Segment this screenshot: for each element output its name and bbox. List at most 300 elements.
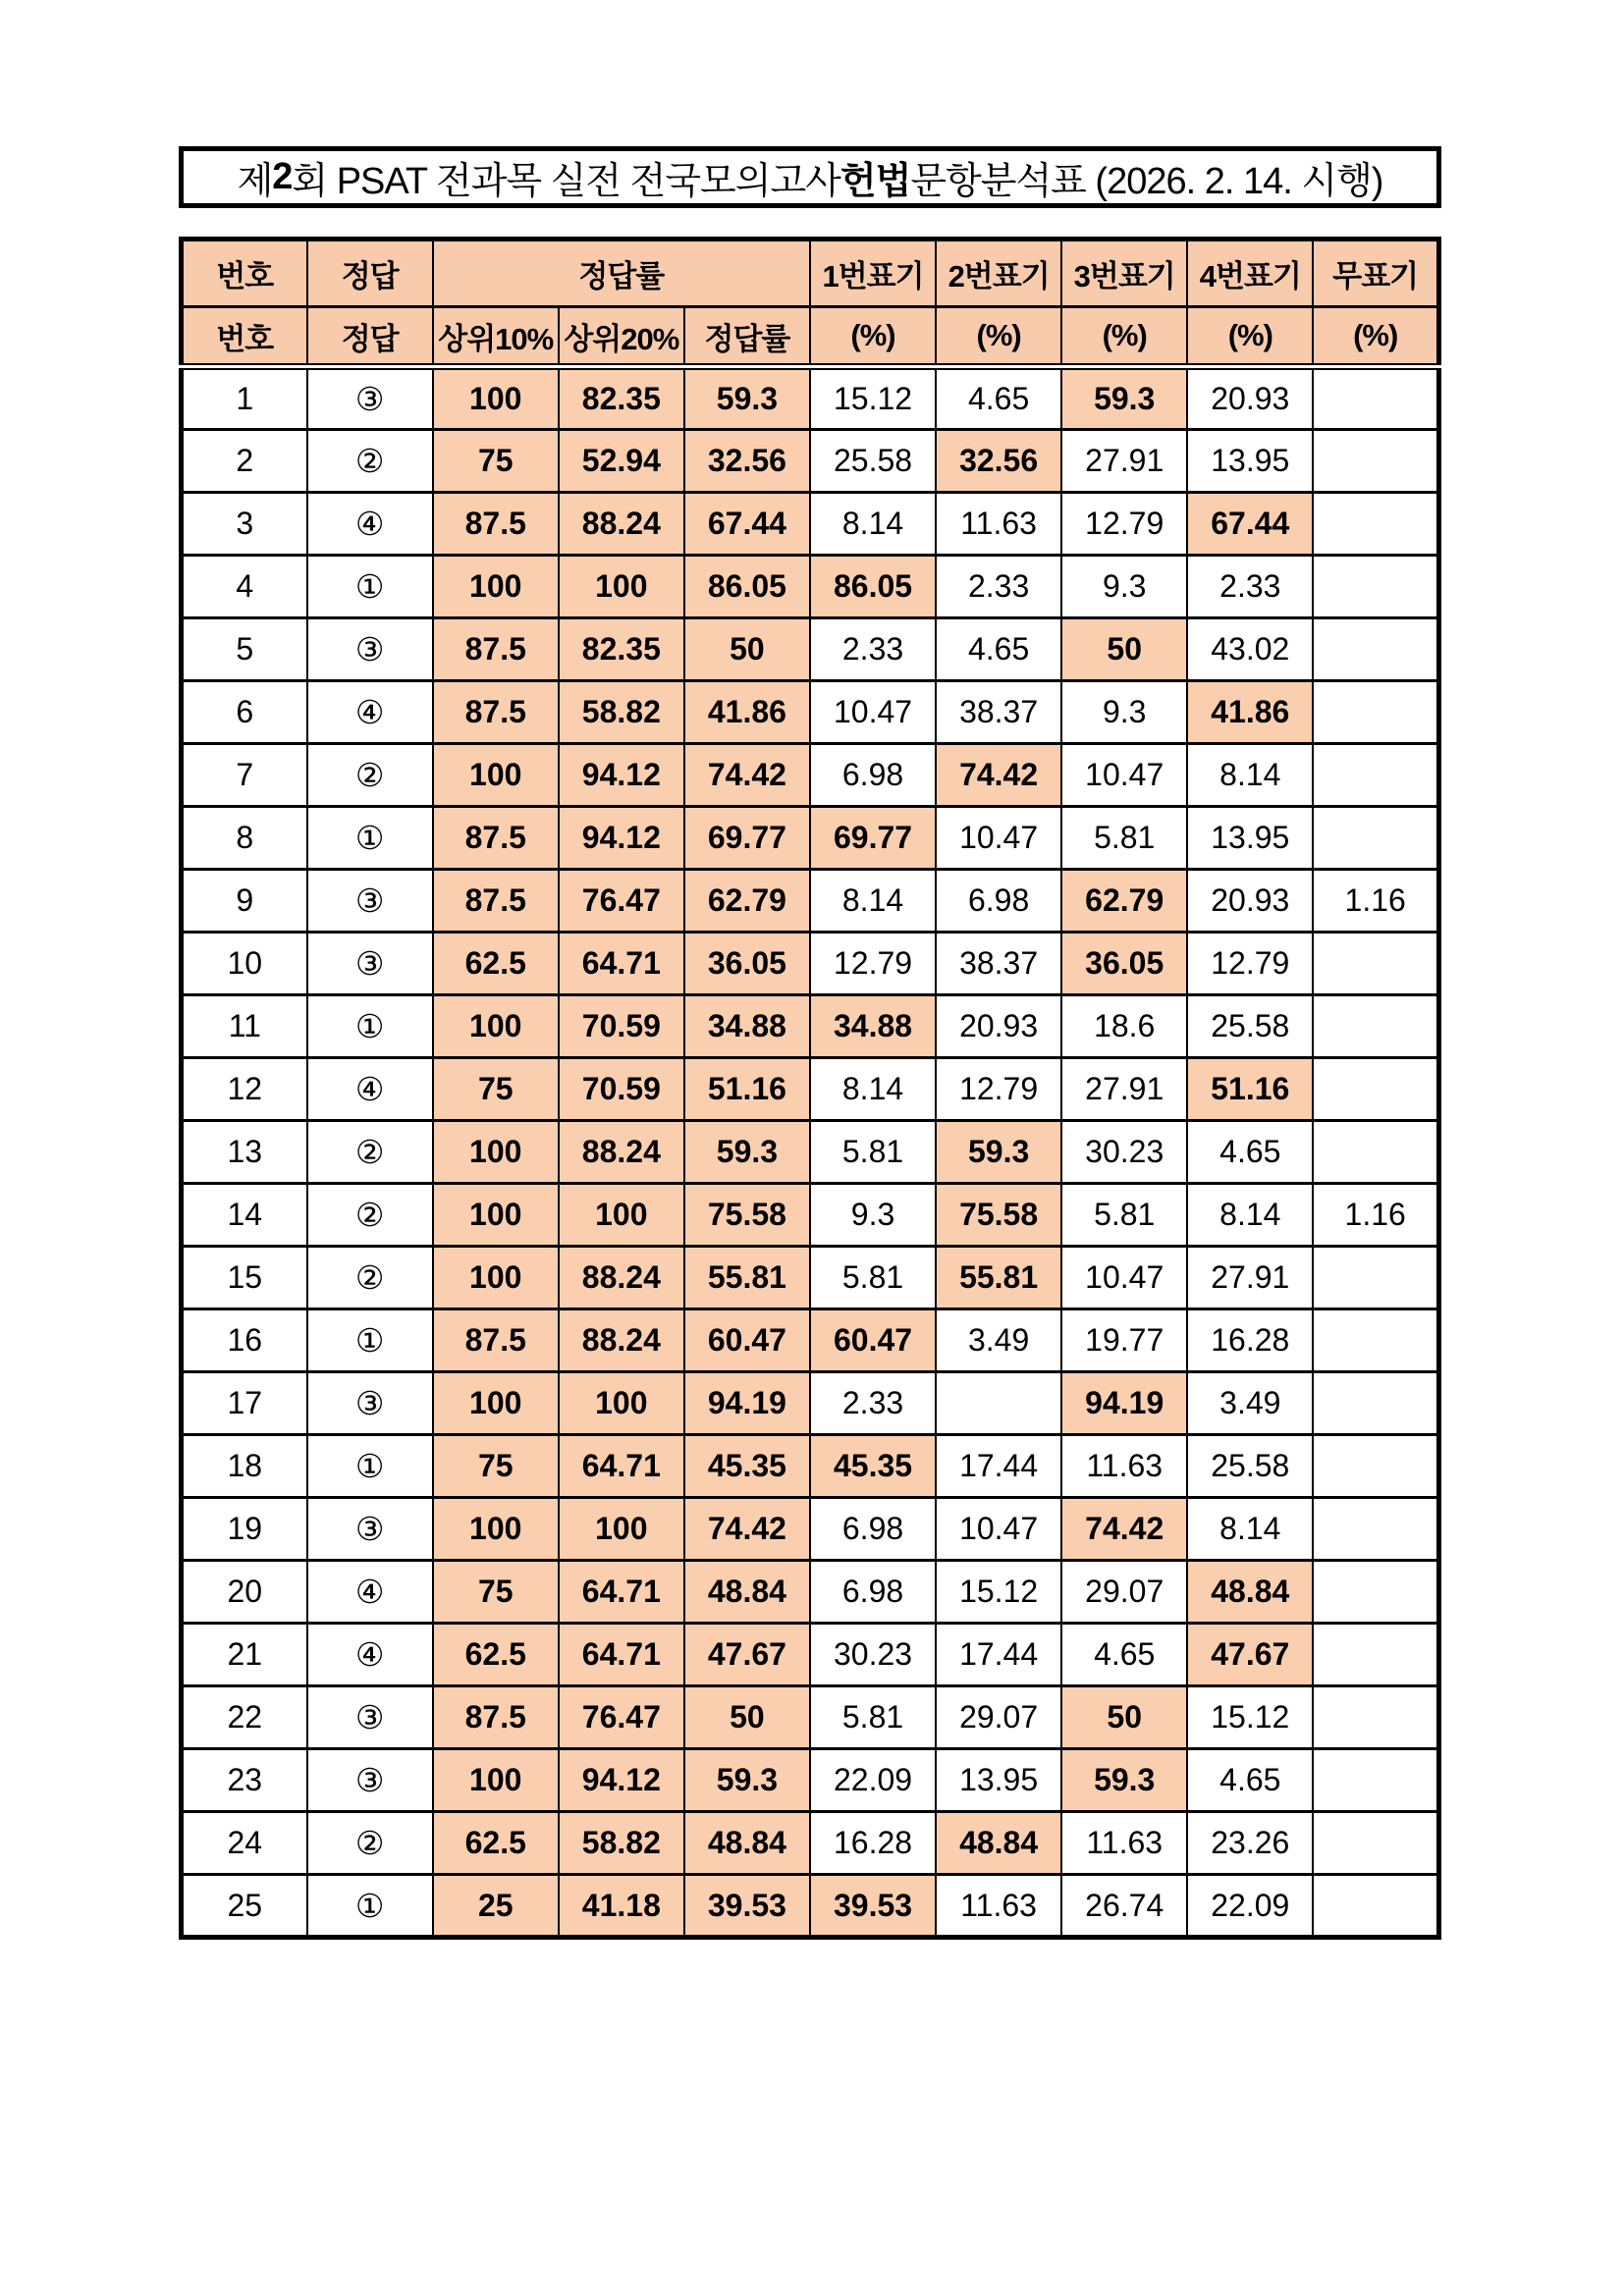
header-number: 번호: [182, 240, 307, 307]
cell-mark-2: 55.81: [936, 1247, 1061, 1309]
cell-correct-rate: 48.84: [684, 1812, 810, 1875]
cell-no-mark: [1313, 1247, 1438, 1309]
table-row: [182, 1624, 1439, 1686]
cell-mark-2: 17.44: [936, 1624, 1061, 1686]
cell-correct-answer: ③: [307, 1498, 433, 1561]
cell-correct-answer: ③: [307, 1372, 433, 1435]
cell-correct-answer: ②: [307, 1184, 433, 1247]
cell-correct-answer: ③: [307, 1749, 433, 1812]
cell-mark-1: 69.77: [810, 807, 936, 870]
cell-mark-1: 2.33: [810, 618, 936, 681]
table-row: [182, 807, 1439, 870]
cell-correct-rate: 45.35: [684, 1435, 810, 1498]
cell-top10-rate: 75: [433, 1058, 559, 1121]
cell-mark-3: 11.63: [1061, 1435, 1187, 1498]
cell-top20-rate: 94.12: [559, 744, 684, 807]
cell-mark-4: 22.09: [1187, 1875, 1313, 1938]
cell-top10-rate: 100: [433, 1498, 559, 1561]
cell-question-number: 22: [182, 1686, 307, 1749]
cell-top10-rate: 100: [433, 1749, 559, 1812]
cell-mark-3: 27.91: [1061, 1058, 1187, 1121]
cell-question-number: 21: [182, 1624, 307, 1686]
cell-correct-answer: ③: [307, 1686, 433, 1749]
cell-top10-rate: 100: [433, 1247, 559, 1309]
cell-top20-rate: 94.12: [559, 1749, 684, 1812]
cell-mark-4: 2.33: [1187, 556, 1313, 618]
header-answer: 정답: [307, 240, 433, 307]
cell-question-number: 20: [182, 1561, 307, 1624]
title-text-part: 문항분석표 (2026. 2. 14. 시행): [910, 161, 1383, 202]
cell-mark-3: 62.79: [1061, 870, 1187, 933]
cell-mark-2: 38.37: [936, 681, 1061, 744]
cell-no-mark: [1313, 681, 1438, 744]
table-row: [182, 870, 1439, 933]
cell-top20-rate: 82.35: [559, 367, 684, 430]
cell-top10-rate: 87.5: [433, 807, 559, 870]
cell-top20-rate: 76.47: [559, 870, 684, 933]
cell-mark-1: 25.58: [810, 430, 936, 493]
table-row: [182, 1875, 1439, 1938]
cell-correct-answer: ②: [307, 1812, 433, 1875]
cell-mark-1: 9.3: [810, 1184, 936, 1247]
cell-correct-rate: 74.42: [684, 1498, 810, 1561]
table-row: [182, 1247, 1439, 1309]
cell-top10-rate: 87.5: [433, 681, 559, 744]
cell-correct-answer: ①: [307, 807, 433, 870]
cell-correct-rate: 51.16: [684, 1058, 810, 1121]
cell-no-mark: [1313, 430, 1438, 493]
cell-mark-1: 2.33: [810, 1372, 936, 1435]
cell-mark-4: 8.14: [1187, 1184, 1313, 1247]
cell-mark-1: 39.53: [810, 1875, 936, 1938]
cell-mark-2: 17.44: [936, 1435, 1061, 1498]
cell-mark-3: 5.81: [1061, 807, 1187, 870]
cell-no-mark: [1313, 1686, 1438, 1749]
cell-correct-answer: ①: [307, 556, 433, 618]
cell-mark-4: 23.26: [1187, 1812, 1313, 1875]
subheader-mark2-pct: (%): [936, 307, 1061, 367]
cell-mark-2: [936, 1372, 1061, 1435]
cell-top20-rate: 70.59: [559, 1058, 684, 1121]
table-row: [182, 493, 1439, 556]
cell-top20-rate: 64.71: [559, 933, 684, 995]
header-mark2: 2번표기: [936, 240, 1061, 307]
cell-mark-3: 74.42: [1061, 1498, 1187, 1561]
subheader-mark1-pct: (%): [810, 307, 936, 367]
cell-mark-3: 18.6: [1061, 995, 1187, 1058]
cell-question-number: 24: [182, 1812, 307, 1875]
cell-mark-3: 26.74: [1061, 1875, 1187, 1938]
cell-correct-answer: ③: [307, 870, 433, 933]
cell-mark-1: 45.35: [810, 1435, 936, 1498]
cell-mark-1: 16.28: [810, 1812, 936, 1875]
cell-mark-2: 48.84: [936, 1812, 1061, 1875]
cell-question-number: 12: [182, 1058, 307, 1121]
cell-top10-rate: 100: [433, 367, 559, 430]
cell-mark-4: 20.93: [1187, 367, 1313, 430]
cell-top10-rate: 87.5: [433, 493, 559, 556]
cell-correct-answer: ④: [307, 493, 433, 556]
cell-no-mark: [1313, 933, 1438, 995]
cell-mark-4: 47.67: [1187, 1624, 1313, 1686]
table-row: [182, 1749, 1439, 1812]
cell-top10-rate: 75: [433, 1561, 559, 1624]
cell-correct-rate: 47.67: [684, 1624, 810, 1686]
table-row: [182, 430, 1439, 493]
cell-correct-rate: 60.47: [684, 1309, 810, 1372]
cell-top10-rate: 100: [433, 1184, 559, 1247]
cell-top20-rate: 76.47: [559, 1686, 684, 1749]
cell-correct-rate: 74.42: [684, 744, 810, 807]
table-row: [182, 1498, 1439, 1561]
cell-top20-rate: 88.24: [559, 1121, 684, 1184]
table-row: [182, 1121, 1439, 1184]
cell-question-number: 23: [182, 1749, 307, 1812]
cell-question-number: 1: [182, 367, 307, 430]
cell-correct-rate: 32.56: [684, 430, 810, 493]
cell-mark-4: 16.28: [1187, 1309, 1313, 1372]
cell-question-number: 5: [182, 618, 307, 681]
header-row-1: [182, 240, 1439, 307]
cell-correct-rate: 59.3: [684, 1121, 810, 1184]
cell-question-number: 7: [182, 744, 307, 807]
cell-top10-rate: 75: [433, 430, 559, 493]
cell-mark-2: 32.56: [936, 430, 1061, 493]
cell-mark-2: 3.49: [936, 1309, 1061, 1372]
cell-top10-rate: 100: [433, 744, 559, 807]
cell-correct-rate: 36.05: [684, 933, 810, 995]
cell-question-number: 2: [182, 430, 307, 493]
cell-top20-rate: 64.71: [559, 1561, 684, 1624]
cell-correct-rate: 39.53: [684, 1875, 810, 1938]
cell-top10-rate: 100: [433, 1121, 559, 1184]
cell-mark-2: 15.12: [936, 1561, 1061, 1624]
cell-no-mark: [1313, 1372, 1438, 1435]
cell-question-number: 4: [182, 556, 307, 618]
cell-correct-rate: 67.44: [684, 493, 810, 556]
cell-no-mark: [1313, 744, 1438, 807]
cell-mark-3: 27.91: [1061, 430, 1187, 493]
cell-mark-1: 8.14: [810, 870, 936, 933]
document-title: [179, 146, 1441, 208]
cell-correct-answer: ③: [307, 618, 433, 681]
table-body: [182, 367, 1439, 1938]
cell-top10-rate: 87.5: [433, 618, 559, 681]
cell-mark-2: 74.42: [936, 744, 1061, 807]
cell-question-number: 19: [182, 1498, 307, 1561]
cell-top20-rate: 64.71: [559, 1435, 684, 1498]
cell-mark-4: 13.95: [1187, 807, 1313, 870]
cell-question-number: 14: [182, 1184, 307, 1247]
subheader-top10: 상위10%: [433, 307, 559, 367]
table-row: [182, 1812, 1439, 1875]
cell-mark-2: 4.65: [936, 367, 1061, 430]
cell-top20-rate: 100: [559, 1498, 684, 1561]
cell-mark-3: 36.05: [1061, 933, 1187, 995]
subheader-nomark-pct: (%): [1313, 307, 1438, 367]
cell-no-mark: [1313, 1435, 1438, 1498]
header-mark1: 1번표기: [810, 240, 936, 307]
cell-mark-2: 75.58: [936, 1184, 1061, 1247]
title-subject: 헌법: [839, 161, 911, 202]
cell-mark-4: 51.16: [1187, 1058, 1313, 1121]
header-nomark: 무표기: [1313, 240, 1438, 307]
cell-no-mark: [1313, 1498, 1438, 1561]
table-row: [182, 1372, 1439, 1435]
cell-no-mark: [1313, 1121, 1438, 1184]
cell-mark-4: 48.84: [1187, 1561, 1313, 1624]
cell-top20-rate: 100: [559, 556, 684, 618]
cell-correct-rate: 59.3: [684, 367, 810, 430]
cell-mark-4: 13.95: [1187, 430, 1313, 493]
cell-mark-3: 50: [1061, 1686, 1187, 1749]
cell-correct-answer: ②: [307, 1121, 433, 1184]
cell-mark-1: 86.05: [810, 556, 936, 618]
cell-mark-2: 59.3: [936, 1121, 1061, 1184]
cell-top20-rate: 100: [559, 1372, 684, 1435]
cell-correct-rate: 55.81: [684, 1247, 810, 1309]
cell-no-mark: [1313, 367, 1438, 430]
subheader-number: 번호: [182, 307, 307, 367]
cell-correct-answer: ①: [307, 995, 433, 1058]
cell-no-mark: [1313, 995, 1438, 1058]
cell-mark-4: 12.79: [1187, 933, 1313, 995]
cell-mark-4: 25.58: [1187, 995, 1313, 1058]
cell-correct-answer: ③: [307, 367, 433, 430]
cell-question-number: 11: [182, 995, 307, 1058]
cell-mark-4: 27.91: [1187, 1247, 1313, 1309]
cell-mark-1: 15.12: [810, 367, 936, 430]
table-row: [182, 1058, 1439, 1121]
table-row: [182, 1184, 1439, 1247]
table-row: [182, 995, 1439, 1058]
cell-mark-1: 5.81: [810, 1247, 936, 1309]
cell-top10-rate: 62.5: [433, 1624, 559, 1686]
cell-top20-rate: 70.59: [559, 995, 684, 1058]
cell-mark-4: 25.58: [1187, 1435, 1313, 1498]
cell-mark-3: 12.79: [1061, 493, 1187, 556]
cell-mark-2: 10.47: [936, 1498, 1061, 1561]
title-text-part: 회 PSAT 전과목 실전 전국모의고사: [292, 161, 840, 202]
cell-question-number: 13: [182, 1121, 307, 1184]
cell-top20-rate: 58.82: [559, 681, 684, 744]
cell-mark-3: 9.3: [1061, 556, 1187, 618]
cell-correct-rate: 59.3: [684, 1749, 810, 1812]
cell-correct-answer: ②: [307, 1247, 433, 1309]
cell-mark-4: 41.86: [1187, 681, 1313, 744]
cell-mark-1: 34.88: [810, 995, 936, 1058]
cell-top10-rate: 62.5: [433, 1812, 559, 1875]
subheader-mark4-pct: (%): [1187, 307, 1313, 367]
cell-mark-1: 12.79: [810, 933, 936, 995]
cell-correct-rate: 34.88: [684, 995, 810, 1058]
cell-mark-2: 29.07: [936, 1686, 1061, 1749]
cell-mark-1: 8.14: [810, 493, 936, 556]
cell-mark-1: 10.47: [810, 681, 936, 744]
cell-mark-4: 4.65: [1187, 1121, 1313, 1184]
cell-top10-rate: 87.5: [433, 1309, 559, 1372]
cell-top10-rate: 100: [433, 995, 559, 1058]
cell-mark-1: 6.98: [810, 1498, 936, 1561]
cell-no-mark: [1313, 1309, 1438, 1372]
cell-top20-rate: 100: [559, 1184, 684, 1247]
cell-question-number: 10: [182, 933, 307, 995]
cell-mark-3: 4.65: [1061, 1624, 1187, 1686]
cell-no-mark: [1313, 1058, 1438, 1121]
cell-correct-answer: ③: [307, 933, 433, 995]
subheader-answer: 정답: [307, 307, 433, 367]
table-row: [182, 744, 1439, 807]
cell-no-mark: [1313, 618, 1438, 681]
cell-top20-rate: 88.24: [559, 1247, 684, 1309]
cell-no-mark: [1313, 1749, 1438, 1812]
cell-top10-rate: 100: [433, 556, 559, 618]
cell-mark-2: 6.98: [936, 870, 1061, 933]
cell-no-mark: [1313, 1561, 1438, 1624]
cell-mark-4: 15.12: [1187, 1686, 1313, 1749]
cell-correct-answer: ④: [307, 1561, 433, 1624]
table-row: [182, 618, 1439, 681]
cell-correct-rate: 75.58: [684, 1184, 810, 1247]
table-row: [182, 1435, 1439, 1498]
cell-top20-rate: 88.24: [559, 1309, 684, 1372]
header-row-2: [182, 307, 1439, 367]
cell-top10-rate: 62.5: [433, 933, 559, 995]
cell-correct-rate: 94.19: [684, 1372, 810, 1435]
cell-mark-2: 13.95: [936, 1749, 1061, 1812]
cell-no-mark: 1.16: [1313, 870, 1438, 933]
table-row: [182, 933, 1439, 995]
cell-mark-3: 50: [1061, 618, 1187, 681]
cell-mark-3: 10.47: [1061, 1247, 1187, 1309]
cell-top20-rate: 41.18: [559, 1875, 684, 1938]
cell-top10-rate: 25: [433, 1875, 559, 1938]
cell-top10-rate: 75: [433, 1435, 559, 1498]
cell-mark-3: 5.81: [1061, 1184, 1187, 1247]
subheader-top20: 상위20%: [559, 307, 684, 367]
cell-correct-answer: ①: [307, 1875, 433, 1938]
cell-top20-rate: 94.12: [559, 807, 684, 870]
title-text-part: 제: [237, 161, 273, 202]
table-row: [182, 367, 1439, 430]
cell-mark-3: 9.3: [1061, 681, 1187, 744]
table-row: [182, 556, 1439, 618]
cell-correct-rate: 62.79: [684, 870, 810, 933]
cell-mark-4: 8.14: [1187, 1498, 1313, 1561]
cell-no-mark: [1313, 1812, 1438, 1875]
cell-mark-1: 5.81: [810, 1686, 936, 1749]
cell-correct-rate: 50: [684, 1686, 810, 1749]
table-row: [182, 1686, 1439, 1749]
cell-top20-rate: 82.35: [559, 618, 684, 681]
cell-mark-3: 29.07: [1061, 1561, 1187, 1624]
cell-mark-2: 11.63: [936, 1875, 1061, 1938]
cell-mark-3: 59.3: [1061, 1749, 1187, 1812]
cell-mark-4: 43.02: [1187, 618, 1313, 681]
cell-question-number: 3: [182, 493, 307, 556]
cell-correct-rate: 50: [684, 618, 810, 681]
cell-mark-4: 8.14: [1187, 744, 1313, 807]
cell-top20-rate: 52.94: [559, 430, 684, 493]
cell-mark-2: 4.65: [936, 618, 1061, 681]
item-analysis-table: [179, 237, 1441, 1940]
cell-mark-2: 12.79: [936, 1058, 1061, 1121]
cell-mark-3: 59.3: [1061, 367, 1187, 430]
cell-correct-rate: 48.84: [684, 1561, 810, 1624]
cell-mark-1: 60.47: [810, 1309, 936, 1372]
cell-top20-rate: 58.82: [559, 1812, 684, 1875]
cell-mark-2: 2.33: [936, 556, 1061, 618]
title-round-number: 2: [272, 156, 293, 197]
cell-mark-4: 67.44: [1187, 493, 1313, 556]
cell-top10-rate: 87.5: [433, 870, 559, 933]
cell-question-number: 18: [182, 1435, 307, 1498]
cell-no-mark: 1.16: [1313, 1184, 1438, 1247]
cell-correct-answer: ②: [307, 430, 433, 493]
cell-mark-3: 11.63: [1061, 1812, 1187, 1875]
cell-correct-answer: ①: [307, 1435, 433, 1498]
table-row: [182, 1561, 1439, 1624]
subheader-rate: 정답률: [684, 307, 810, 367]
cell-question-number: 9: [182, 870, 307, 933]
cell-no-mark: [1313, 1624, 1438, 1686]
cell-top20-rate: 88.24: [559, 493, 684, 556]
cell-correct-answer: ④: [307, 1058, 433, 1121]
cell-no-mark: [1313, 556, 1438, 618]
cell-no-mark: [1313, 1875, 1438, 1938]
table-row: [182, 681, 1439, 744]
cell-correct-answer: ②: [307, 744, 433, 807]
cell-mark-1: 5.81: [810, 1121, 936, 1184]
cell-mark-4: 3.49: [1187, 1372, 1313, 1435]
cell-correct-rate: 69.77: [684, 807, 810, 870]
cell-no-mark: [1313, 807, 1438, 870]
cell-top10-rate: 87.5: [433, 1686, 559, 1749]
cell-mark-1: 6.98: [810, 1561, 936, 1624]
cell-mark-2: 11.63: [936, 493, 1061, 556]
cell-mark-2: 20.93: [936, 995, 1061, 1058]
cell-mark-3: 94.19: [1061, 1372, 1187, 1435]
header-mark4: 4번표기: [1187, 240, 1313, 307]
cell-question-number: 25: [182, 1875, 307, 1938]
cell-mark-4: 20.93: [1187, 870, 1313, 933]
cell-correct-answer: ④: [307, 1624, 433, 1686]
cell-mark-1: 22.09: [810, 1749, 936, 1812]
header-correct-rate-group: 정답률: [433, 240, 810, 307]
cell-question-number: 6: [182, 681, 307, 744]
cell-question-number: 17: [182, 1372, 307, 1435]
cell-correct-answer: ①: [307, 1309, 433, 1372]
cell-mark-4: 4.65: [1187, 1749, 1313, 1812]
cell-mark-2: 10.47: [936, 807, 1061, 870]
table-row: [182, 1309, 1439, 1372]
cell-top20-rate: 64.71: [559, 1624, 684, 1686]
cell-mark-1: 8.14: [810, 1058, 936, 1121]
cell-no-mark: [1313, 493, 1438, 556]
cell-mark-3: 19.77: [1061, 1309, 1187, 1372]
cell-correct-rate: 86.05: [684, 556, 810, 618]
cell-correct-answer: ④: [307, 681, 433, 744]
cell-question-number: 16: [182, 1309, 307, 1372]
cell-mark-2: 38.37: [936, 933, 1061, 995]
cell-mark-1: 6.98: [810, 744, 936, 807]
cell-mark-1: 30.23: [810, 1624, 936, 1686]
header-mark3: 3번표기: [1061, 240, 1187, 307]
cell-mark-3: 30.23: [1061, 1121, 1187, 1184]
cell-question-number: 8: [182, 807, 307, 870]
subheader-mark3-pct: (%): [1061, 307, 1187, 367]
cell-top10-rate: 100: [433, 1372, 559, 1435]
